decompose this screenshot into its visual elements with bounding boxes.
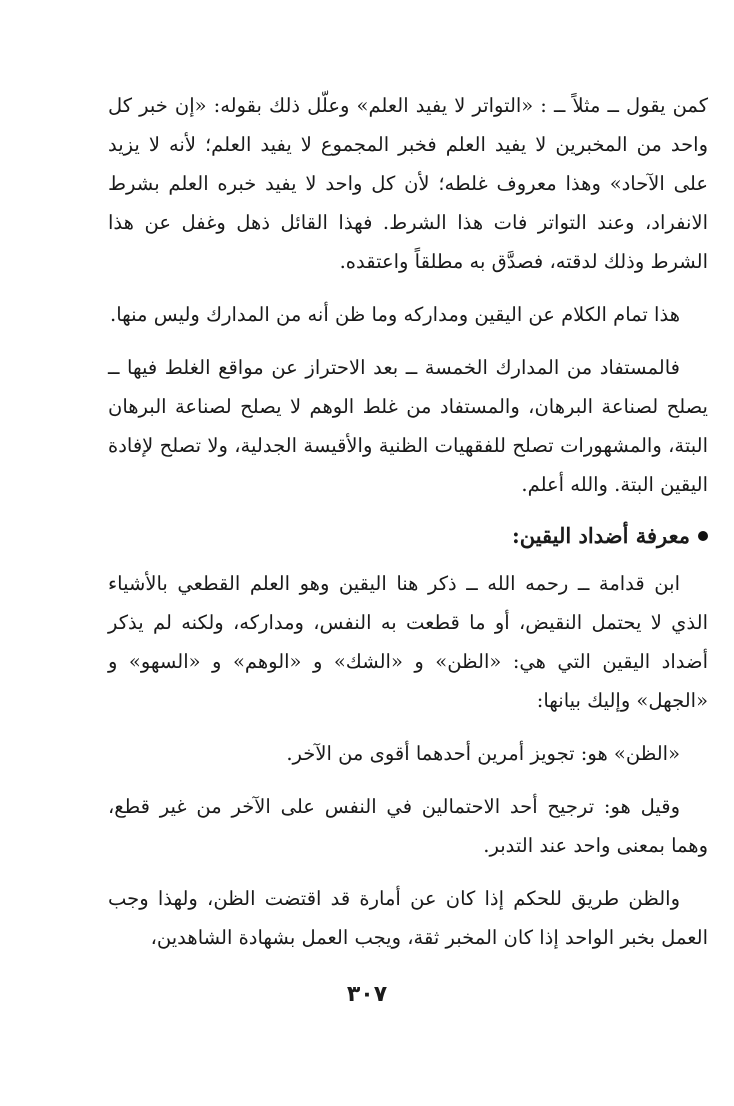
paragraph-zann-definition: «الظن» هو: تجويز أمرين أحدهما أقوى من الآخر. (286, 742, 680, 765)
page-body (108, 86, 708, 971)
paragraph-tawatur-example: كمن يقول ــ مثلاً ــ : «التواتر لا يفيد العلم» وعلّل ذلك بقوله: «إن خبر كل واحد من المخبرين لا يفيد العلم فخبر المجموع لا يفيد العلم؛ لأنه لا يزيد على الآحاد» وهذا معروف غلطه؛ لأن كل واحد لا يفيد خبره العلم بشرط الانفراد، وعند التواتر فات هذا الشرط. فهذا القائل ذهل وغفل عن هذا الشرط وذلك لدقته، فصدَّق به مطلقاً واعتقده. (108, 94, 708, 273)
paragraph-zann-ruling: والظن طريق للحكم إذا كان عن أمارة قد اقتضت الظن، ولهذا وجب العمل بخبر الواحد إذا كان المخبر ثقة، ويجب العمل بشهادة الشاهدين، (108, 887, 708, 949)
paragraph-yaqin-summary: هذا تمام الكلام عن اليقين ومداركه وما ظن أنه من المدارك وليس منها. (110, 303, 680, 326)
section-heading (108, 518, 708, 554)
page-number: ٣٠٧ (346, 982, 388, 1007)
paragraph-zann-alternate: وقيل هو: ترجيح أحد الاحتمالين في النفس على الآخر من غير قطع، وهما بمعنى واحد عند التدبر. (108, 795, 708, 857)
paragraph-madarik-conclusion: فالمستفاد من المدارك الخمسة ــ بعد الاحتراز عن مواقع الغلط فيها ــ يصلح لصناعة البرهان، والمستفاد من غلط الوهم لا يصلح لصناعة البرهان البتة، والمشهورات تصلح للفقهيات الظنية والأقيسة الجدلية، ولا تصلح لإفادة اليقين البتة. والله أعلم. (108, 356, 708, 496)
paragraph-adhdad-intro: ابن قدامة ــ رحمه الله ــ ذكر هنا اليقين وهو العلم القطعي بالأشياء الذي لا يحتمل النقيض، أو ما قطعت به النفس، ومداركه، ولكنه لم يذكر أضداد اليقين التي هي: «الظن» و «الشك» و «الوهم» و «السهو» و «الجهل» وإليك بيانها: (108, 572, 708, 712)
bullet-icon (698, 531, 708, 541)
section-heading-text: معرفة أضداد اليقين: (511, 523, 690, 548)
